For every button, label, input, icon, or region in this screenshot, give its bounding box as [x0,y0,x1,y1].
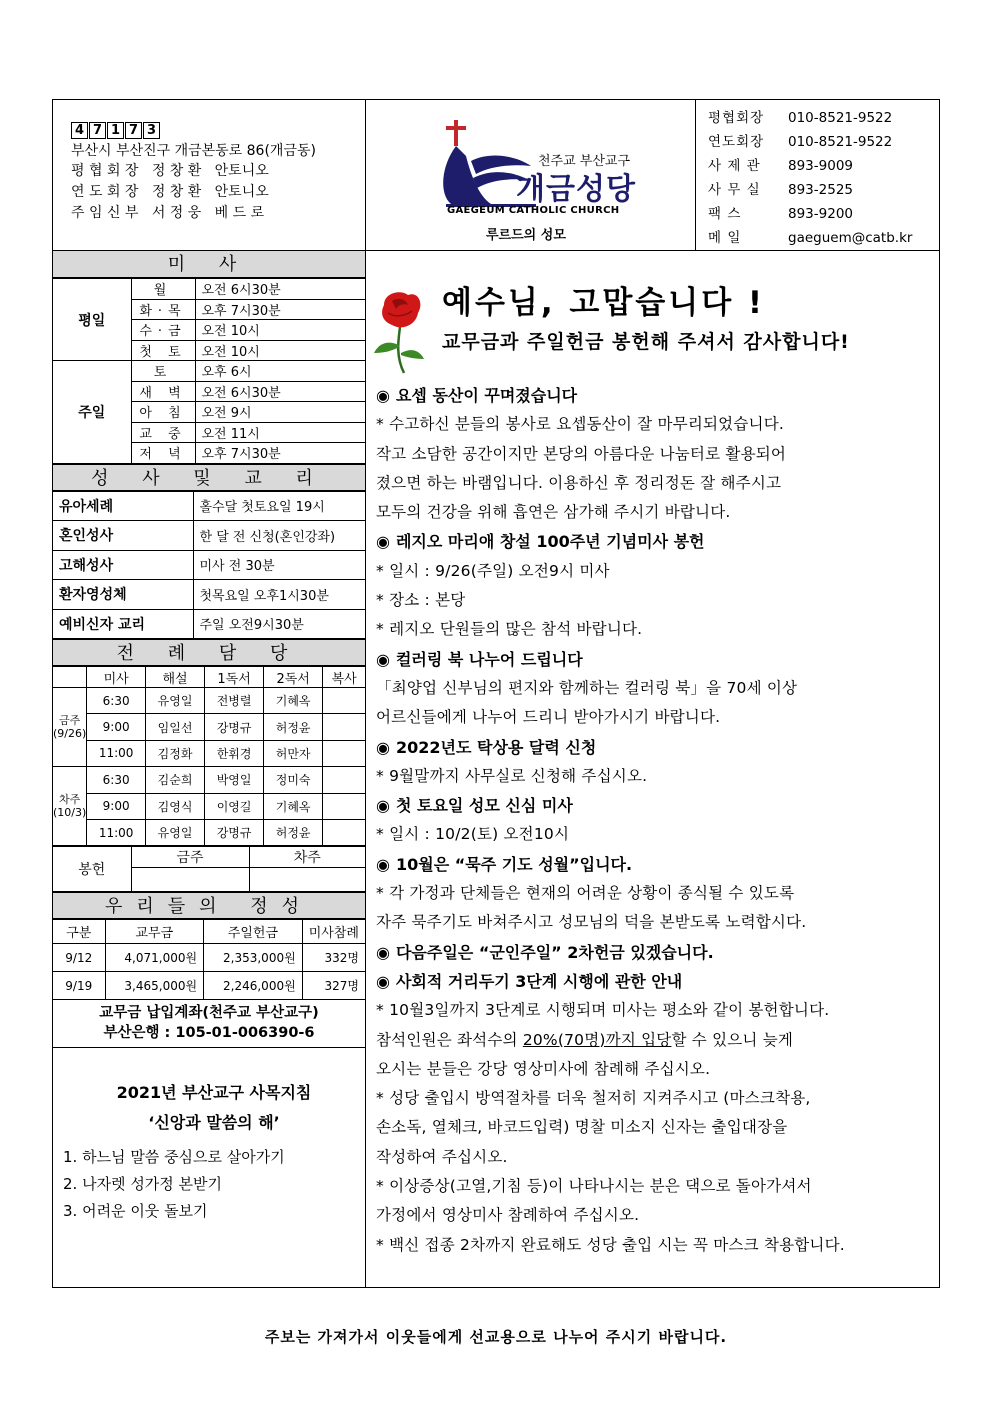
officer-row: 연 도 회 장 정 창 환 안토니오 [71,184,269,200]
pastoral-item: 1. 하느님 말씀 중심으로 살아가기 [63,1148,285,1167]
notice-line: * 각 가정과 단체들은 현재의 어려운 상황이 종식될 수 있도록 [376,884,795,903]
notice-line: 모두의 건강을 위해 흡연은 삼가해 주시기 바랍니다. [376,503,731,522]
postal-code [71,122,365,139]
weekday-label: 평일 [53,279,131,361]
church-logo-area [366,100,696,251]
notice-line: * 레지오 단원들의 많은 참석 바랍니다. [376,620,643,639]
contact-row: 연도회장 010-8521-9522 [708,134,893,150]
notice-title: ◉ 레지오 마리애 창설 100주년 기념미사 봉헌 [376,532,705,552]
pastoral-item: 3. 어려운 이웃 돌보기 [63,1202,208,1221]
giving-table: 구분 교무금 주일헌금 미사참례 9/12 4,071,000원 2,353,000원 332명 9/19 3,465,000원 2,246,000원 327명 [53,919,365,1000]
offering-table: 봉헌 금주 차주 [53,846,365,892]
notice-line: * 일시 : 9/26(주일) 오전9시 미사 [376,561,610,580]
notice-line: * 일시 : 10/2(토) 오전10시 [376,825,570,844]
officer-row: 평 협 회 장 정 창 환 안토니오 [71,163,269,179]
mass-schedule-table: 평일 월 오전 6시30분 화·목 오후 7시30분 수·금 오전 10시 첫 토 오전 10시 주일 토 오후 6시 새 벽 오전 6시30분 아 침 오전 9시 교 중 오전 11시 저 녁 오후 7시30분 [53,278,365,464]
bullet-icon: ◉ [376,649,390,669]
notice-line: 자주 묵주기도 바쳐주시고 성모님의 덕을 본받도록 노력합시다. [376,913,807,932]
postal-digit: 4 [71,122,88,139]
bullet-icon: ◉ [376,386,390,405]
church-name-en: GAEGEUM CATHOLIC CHURCH [447,205,620,216]
liturgy-table: 미사 해설 1독서 2독서 복사 금주(9/26) 6:30 유영일 전병렬 기혜옥 9:00 임일선 강명규 허정윤 11:00 김정화 한휘경 허만자 차주(10/3) 6:30 김순희 박영일 정미숙 9:00 김영식 이영길 기혜옥 11:00 유영일 강명규 허정윤 [53,666,365,846]
footer-note: 주보는 가져가서 이웃들에게 선교용으로 나누어 주시기 바랍니다. [264,1328,728,1346]
right-column [366,251,939,1287]
parish-info [53,100,366,251]
pastoral-title: 2021년 부산교구 사목지침 [116,1083,312,1103]
notice-title: ◉ 첫 토요일 성모 신심 미사 [376,796,573,816]
notice-title: ◉ 다음주일은 “군인주일” 2차헌금 있겠습니다. [376,942,714,962]
contact-row: 메 일 gaeguem@catb.kr [708,230,913,246]
postal-digit: 1 [107,122,124,139]
bullet-icon: ◉ [376,532,390,552]
week-label: 금주(9/26) [53,688,87,767]
header [53,100,939,251]
notice-line: 참석인원은 좌석수의 20%(70명)까지 입당할 수 있으니 늦게 [376,1030,794,1049]
contacts [696,100,939,251]
headline: 예수님, 고맙습니다 ! [442,285,766,321]
pastoral-guidelines [53,1048,365,1225]
contact-row: 팩 스 893-9200 [708,206,853,222]
postal-digit: 3 [143,122,160,139]
week-label: 차주(10/3) [53,767,87,846]
notices-list [376,381,934,1260]
notice-line: * 수고하신 분들의 봉사로 요셉동산이 잘 마무리되었습니다. [376,415,784,434]
pastoral-subtitle: ‘신앙과 말씀의 해’ [148,1113,280,1133]
notice-line: * 10월3일까지 3단계로 시행되며 미사는 평소와 같이 봉헌합니다. [376,1001,830,1020]
notice-line: * 성당 출입시 방역절차를 더욱 철저히 지켜주시고 (마스크착용, [376,1089,811,1108]
notice-line: * 9월말까지 사무실로 신청해 주십시오. [376,766,648,785]
notice-line: 「최양업 신부님의 편지와 함께하는 컬러링 북」을 70세 이상 [376,678,798,697]
contact-row: 평협회장 010-8521-9522 [708,110,893,126]
sacrament-table: 유아세례 홀수달 첫토요일 19시 혼인성사 한 달 전 신청(혼인강좌) 고해성사 미사 전 30분 환자영성체 첫목요일 오후1시30분 예비신자 교리 주일 오전9시30분 [53,491,365,640]
postal-digit: 7 [125,122,142,139]
officer-row: 주 임 신 부 서 정 웅 베 드 로 [71,205,265,221]
subheadline: 교무금과 주일헌금 봉헌해 주셔서 감사합니다! [442,331,850,353]
account-info: 교무금 납입계좌(천주교 부산교구) 부산은행 : 105-01-006390-6 [53,1000,365,1048]
diocese-name: 천주교 부산교구 [538,154,631,169]
bullet-icon: ◉ [376,737,390,757]
notice-title: ◉ 요셉 동산이 꾸며졌습니다 [376,386,578,405]
notice-title: ◉ 10월은 “묵주 기도 성월”입니다. [376,854,633,874]
pastoral-item: 2. 나자렛 성가정 본받기 [63,1175,223,1194]
sunday-label: 주일 [53,361,131,464]
bullet-icon: ◉ [376,854,390,874]
offering-label: 봉헌 [53,847,131,892]
notice-line: * 백신 접종 2차까지 완료해도 성당 출입 시는 꼭 마스크 착용합니다. [376,1235,845,1254]
address: 부산시 부산진구 개금본동로 86(개금동) [71,143,316,159]
notice-line: 졌으면 하는 바램입니다. 이용하신 후 정리정돈 잘 해주시고 [376,473,782,492]
notice-title: ◉ 사회적 거리두기 3단계 시행에 관한 안내 [376,971,683,991]
notice-line: 어르신들에게 나누어 드리니 받아가시기 바랍니다. [376,708,721,727]
notice-line: 작성하여 주십시오. [376,1147,508,1166]
contact-row: 사 제 관 893-9009 [708,158,853,174]
rose-icon [370,287,428,375]
church-name: 개금성당 [516,172,636,207]
notice-line: 가정에서 영상미사 참례하여 주십시오. [376,1206,640,1225]
bullet-icon: ◉ [376,796,390,816]
notice-line: * 장소 : 본당 [376,591,466,610]
notice-line: 손소독, 열체크, 바코드입력) 명찰 미소지 신자는 출입대장을 [376,1118,788,1137]
notice-title: ◉ 2022년도 탁상용 달력 신청 [376,737,597,757]
sacrament-title: 성 사 및 교 리 [53,464,365,491]
bullet-icon: ◉ [376,942,390,962]
notice-line: * 이상증상(고열,기침 등)이 나타나시는 분은 댁으로 돌아가셔서 [376,1177,812,1196]
bulletin-frame [52,99,940,1288]
liturgy-title: 전 례 담 당 [53,639,365,666]
left-column [53,251,366,1287]
mass-title: 미 사 [53,251,365,278]
bullet-icon: ◉ [376,971,390,991]
contact-row: 사 무 실 893-2525 [708,182,853,198]
giving-title: 우리들의 정성 [53,892,365,919]
notice-title: ◉ 컬러링 북 나누어 드립니다 [376,649,583,669]
patron-name: 루르드의 성모 [486,228,566,243]
notice-line: 작고 소담한 공간이지만 본당의 아름다운 나눔터로 활용되어 [376,444,787,463]
notice-line: 오시는 분들은 강당 영상미사에 참례해 주십시오. [376,1059,711,1078]
postal-digit: 7 [89,122,106,139]
